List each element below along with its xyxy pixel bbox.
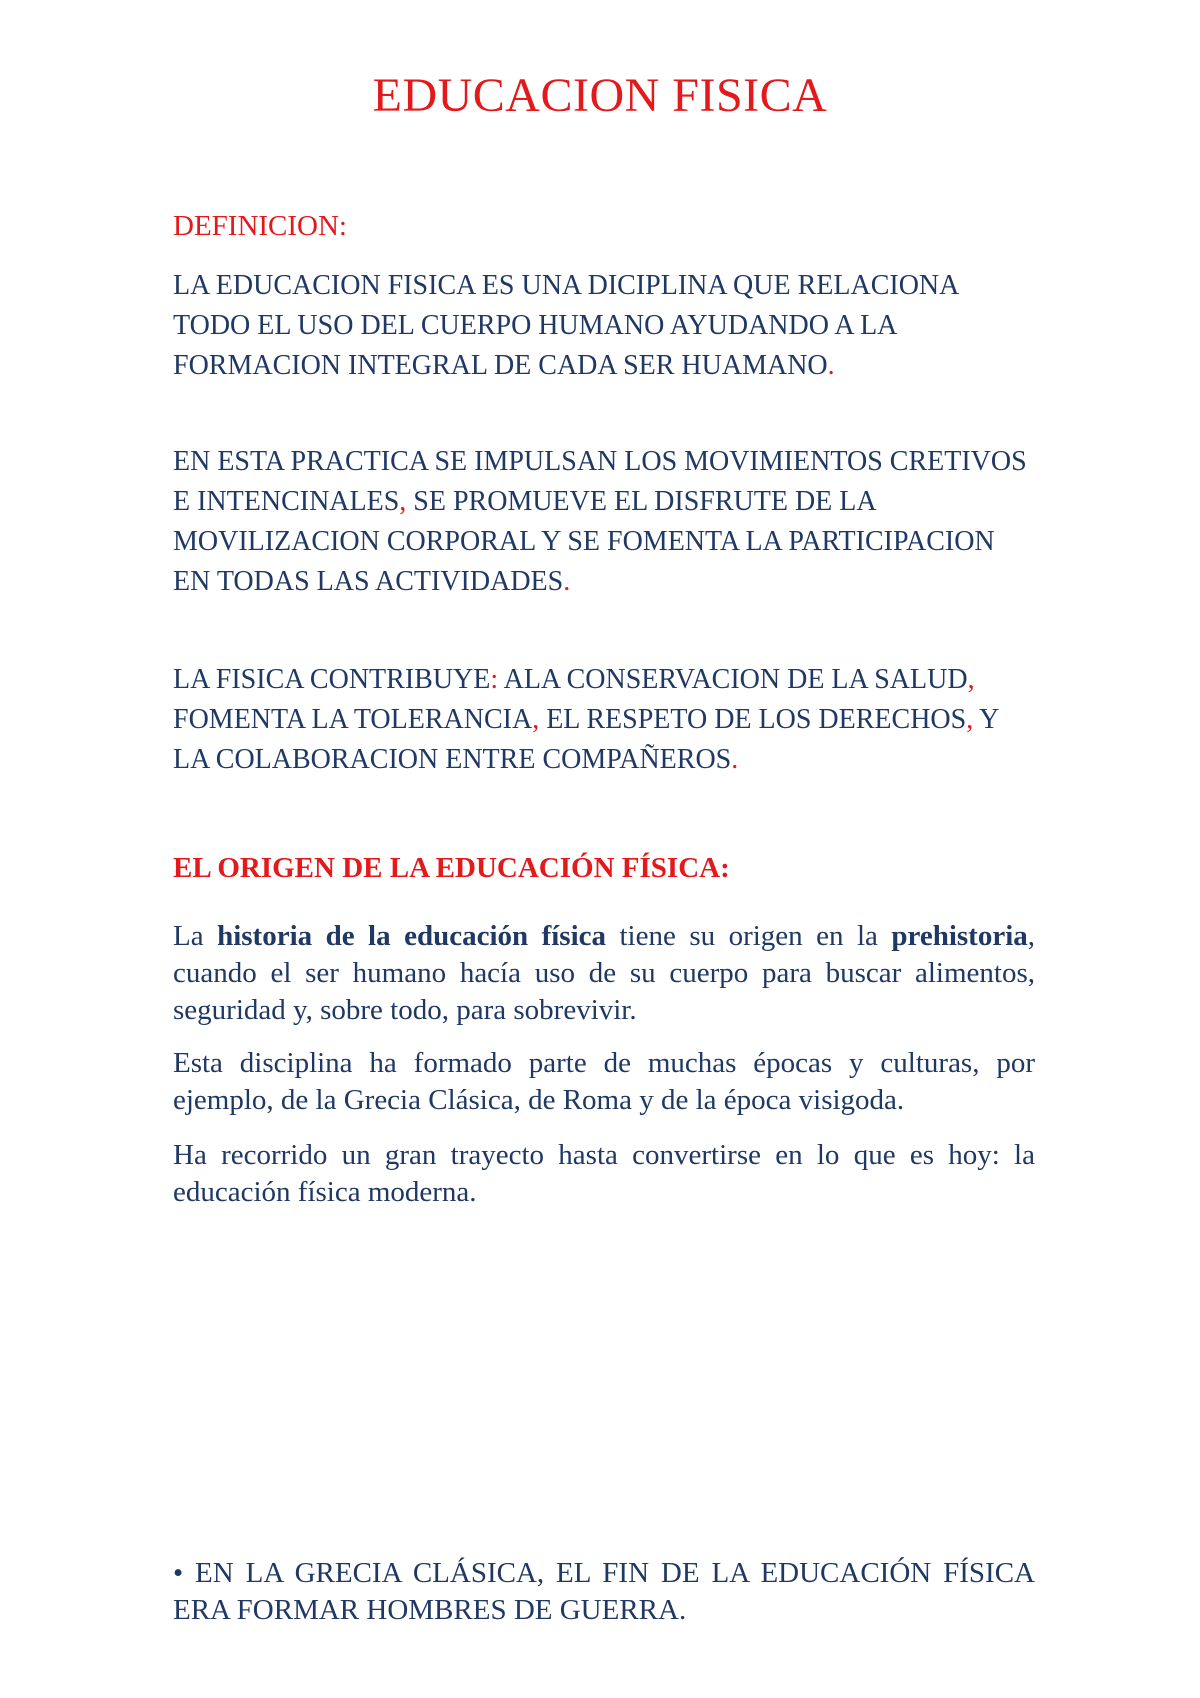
history-paragraph-2: Esta disciplina ha formado parte de muchas épocas y culturas, por ejemplo, de la Grecia Clásica, de Roma y de la época visigoda. bbox=[173, 1047, 1035, 1116]
p3-s2: ALA CONSERVACION DE LA SALUD bbox=[498, 664, 968, 695]
definition-paragraph-2 bbox=[173, 442, 1035, 602]
b1-t3: , cuando el ser humano hacía uso de su cuerpo para buscar alimentos, seguridad y, sobre todo, para sobrevivir. bbox=[173, 920, 1036, 1026]
p3-s4: EL RESPETO DE LOS DERECHOS bbox=[539, 704, 967, 735]
p3-comma-3: , bbox=[966, 704, 974, 735]
b1-t1: La bbox=[173, 920, 218, 952]
p2-period: . bbox=[563, 566, 571, 597]
b1-t2: tiene su origen en la bbox=[606, 920, 892, 952]
p3-s3: FOMENTA LA TOLERANCIA bbox=[173, 704, 533, 735]
p3-s1: LA FISICA CONTRIBUYE bbox=[173, 664, 491, 695]
p1-text: LA EDUCACION FISICA ES UNA DICIPLINA QUE RELACIONA TODO EL USO DEL CUERPO HUMANO AYUDANDO A LA FORMACION INTEGRAL DE CADA SER HUAMANO bbox=[173, 270, 958, 381]
history-paragraph-1 bbox=[173, 918, 1035, 1029]
definition-paragraph-3 bbox=[173, 660, 1035, 780]
b1-bold-prehistoria: prehistoria bbox=[891, 920, 1028, 952]
p3-s5: Y LA COLABORACION ENTRE COMPAÑEROS bbox=[173, 704, 999, 775]
p3-period: . bbox=[731, 744, 739, 775]
document-title: EDUCACION FISICA bbox=[372, 69, 828, 122]
p2-s2: SE PROMUEVE EL DISFRUTE DE LA MOVILIZACION CORPORAL Y SE FOMENTA LA PARTICIPACION EN TODAS LAS ACTIVIDADES bbox=[173, 486, 995, 597]
p1-period: . bbox=[827, 350, 835, 381]
p3-colon: : bbox=[490, 664, 499, 695]
history-paragraph-3: Ha recorrido un gran trayecto hasta convertirse en lo que es hoy: la educación física moderna. bbox=[173, 1139, 1035, 1208]
definicion-label: DEFINICION: bbox=[173, 210, 347, 242]
p3-comma-2: , bbox=[532, 704, 540, 735]
p2-s1: EN ESTA PRACTICA SE IMPULSAN LOS MOVIMIENTOS CRETIVOS E INTENCINALES bbox=[173, 446, 1027, 517]
b1-bold-historia: historia de la educación física bbox=[217, 920, 607, 952]
origen-heading: EL ORIGEN DE LA EDUCACIÓN FÍSICA: bbox=[173, 852, 730, 884]
bullet-item-grecia: • EN LA GRECIA CLÁSICA, EL FIN DE LA EDUCACIÓN FÍSICA ERA FORMAR HOMBRES DE GUERRA. bbox=[173, 1557, 1035, 1626]
definition-paragraph-1 bbox=[173, 266, 1035, 386]
p2-comma: , bbox=[399, 486, 407, 517]
p3-comma-1: , bbox=[967, 664, 975, 695]
